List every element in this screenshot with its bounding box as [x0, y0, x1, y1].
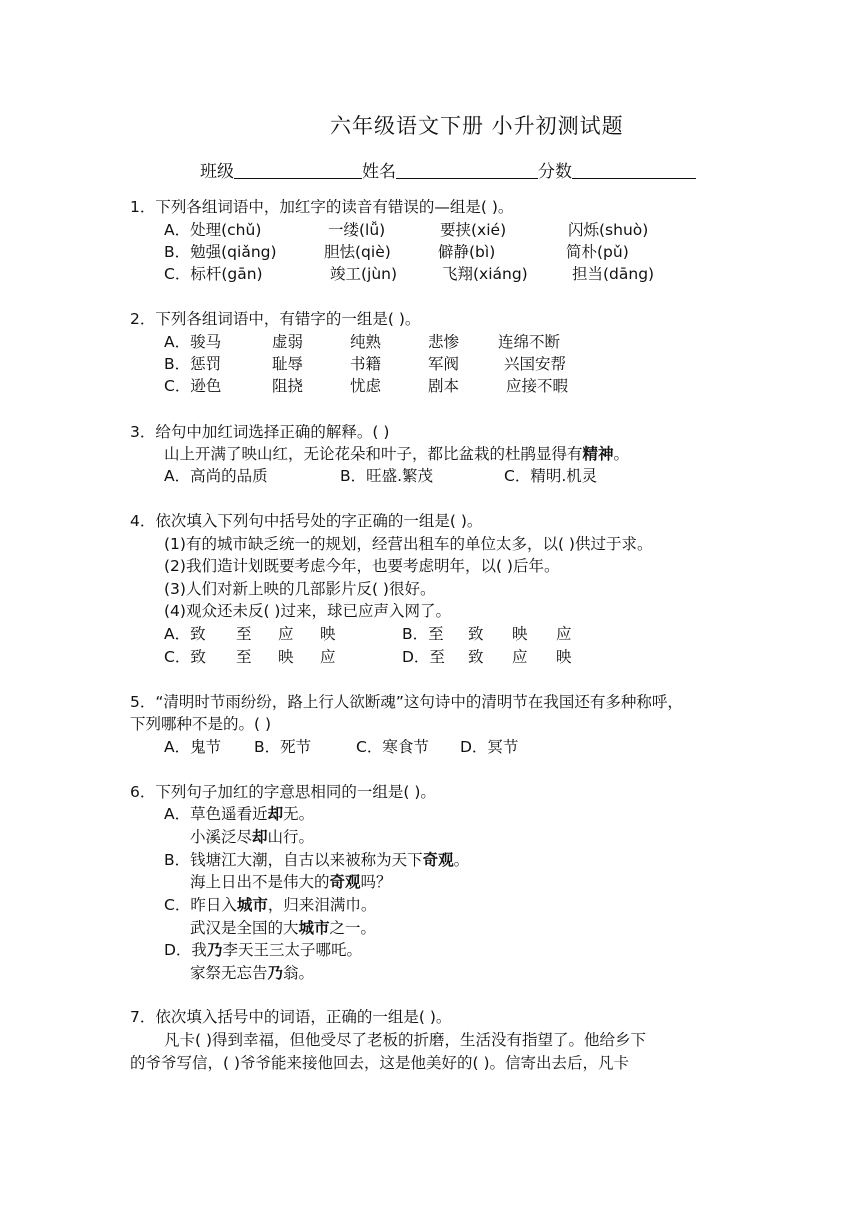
q1-b-2: 胆怯(qiè): [324, 243, 391, 261]
q3-options: [164, 465, 597, 487]
q3-sentence-end: 。: [613, 445, 630, 463]
q4-sentence-2: (2)我们造计划既要考虑今年，也要考虑明年，以( )后年。: [164, 557, 560, 575]
score-label: 分数: [538, 162, 572, 182]
q5-option-c: C．寒食节: [356, 738, 429, 756]
q2-b-4: 军阀: [428, 355, 460, 373]
q1-c-2: 竣工(jùn): [330, 265, 398, 283]
q2-option-b: [164, 353, 566, 375]
q3-option-a: A．高尚的品质: [164, 467, 268, 485]
q2-b-1: B．惩罚: [164, 355, 222, 373]
q4-sentence-4: (4)观众还未反( )过来，球已应声入网了。: [164, 602, 451, 620]
q5-stem-line1: 5．“清明时节雨纷纷，路上行人欲断魂”这句诗中的清明节在我国还有多种称呼，: [130, 693, 683, 711]
q2-c-4: 剧本: [428, 377, 460, 395]
q4-c-1: C．致: [164, 648, 206, 666]
q1-a-4: 闪烁(shuò): [568, 221, 649, 239]
q6-b-line2: 海上日出不是伟大的奇观吗？: [190, 873, 392, 891]
q1-option-b: [164, 241, 629, 263]
score-blank: [572, 160, 696, 179]
q6-d-highlight-2: 乃: [267, 964, 284, 982]
q5-option-a: A．鬼节: [164, 738, 222, 756]
q6-b-highlight-2: 奇观: [329, 873, 361, 891]
q2-a-2: 虚弱: [272, 333, 304, 351]
q2-a-3: 纯熟: [350, 333, 382, 351]
q7-stem: 7．依次填入括号中的词语，正确的一组是( )。: [130, 1008, 452, 1026]
q6-b-highlight-1: 奇观: [422, 851, 454, 869]
class-blank: [234, 160, 362, 179]
q7-passage-line1: 凡卡( )得到幸福，但他受尽了老板的折磨，生活没有指望了。他给乡下: [164, 1031, 647, 1049]
q4-a-3: 应: [278, 625, 294, 643]
q4-c-3: 映: [278, 648, 294, 666]
name-blank: [396, 160, 538, 179]
q1-b-4: 简朴(pǔ): [566, 243, 629, 261]
q2-c-2: 阻挠: [272, 377, 304, 395]
q4-a-2: 至: [236, 625, 252, 643]
student-info-line: [200, 160, 696, 183]
q2-b-3: 书籍: [350, 355, 382, 373]
q4-d-2: 致: [468, 648, 484, 666]
q6-c-line1: C．昨日入城市，归来泪满巾。: [164, 896, 377, 914]
name-label: 姓名: [362, 162, 396, 182]
q2-b-5: 兴国安帮: [504, 355, 567, 373]
q1-c-1: C．标杆(gān): [164, 265, 263, 283]
q2-option-c: [164, 375, 568, 397]
q4-a-1: A．致: [164, 625, 206, 643]
q6-d-line1: D．我乃李天王三太子哪吒。: [164, 941, 362, 959]
q4-b-3: 映: [512, 625, 528, 643]
q6-a-line2: 小溪泛尽却山行。: [190, 828, 315, 846]
q2-stem: 2．下列各组词语中，有错字的一组是( )。: [130, 310, 421, 328]
q3-stem: 3．给句中加红词选择正确的解释。( ): [130, 423, 390, 441]
q6-a-highlight-2: 却: [252, 828, 268, 846]
q1-a-2: 一缕(lǚ): [328, 221, 386, 239]
q5-option-d: D．冥节: [460, 738, 519, 756]
q4-b-1: B．至: [402, 625, 444, 643]
q6-b-line1: B．钱塘江大潮，自古以来被称为天下奇观。: [164, 851, 470, 869]
q1-option-c: [164, 263, 654, 285]
q2-option-a: [164, 331, 560, 353]
q2-a-5: 连绵不断: [498, 333, 561, 351]
q6-d-highlight-1: 乃: [206, 941, 223, 959]
q4-d-3: 应: [512, 648, 528, 666]
q2-c-5: 应接不暇: [506, 377, 569, 395]
q1-a-3: 要挟(xié): [440, 221, 507, 239]
q2-c-1: C．逊色: [164, 377, 222, 395]
q4-sentence-3: (3)人们对新上映的几部影片反( )很好。: [164, 580, 436, 598]
q4-options-cd: [164, 646, 572, 668]
q4-stem: 4．依次填入下列句中括号处的字正确的一组是( )。: [130, 512, 483, 530]
q2-a-4: 悲惨: [428, 333, 460, 351]
q1-a-1: A．处理(chǔ): [164, 221, 262, 239]
q5-stem-line2: 下列哪种不是的。( ): [130, 715, 272, 733]
q4-d-4: 映: [556, 648, 572, 666]
q4-a-4: 映: [320, 625, 336, 643]
q3-sentence-text: 山上开满了映山红，无论花朵和叶子，都比盆栽的杜鹃显得有: [164, 445, 583, 463]
q4-c-4: 应: [320, 648, 336, 666]
q1-option-a: [164, 219, 648, 241]
q4-c-2: 至: [236, 648, 252, 666]
q3-sentence: [164, 443, 629, 465]
q4-b-4: 应: [556, 625, 572, 643]
q4-d-1: D．至: [402, 648, 445, 666]
q5-options: [164, 736, 518, 758]
q1-stem: 1．下列各组词语中，加红字的读音有错误的—组是( )。: [130, 198, 514, 216]
class-label: 班级: [200, 162, 234, 182]
q1-b-3: 僻静(bì): [438, 243, 496, 261]
q3-highlighted-word: 精神: [582, 445, 614, 463]
q2-b-2: 耻辱: [272, 355, 304, 373]
q1-c-4: 担当(dāng): [572, 265, 655, 283]
q2-a-1: A．骏马: [164, 333, 222, 351]
q1-b-1: B．勉强(qiǎng): [164, 243, 277, 261]
q4-sentence-1: (1)有的城市缺乏统一的规划，经营出租车的单位太多，以( )供过于求。: [164, 535, 653, 553]
q1-c-3: 飞翔(xiáng): [442, 265, 528, 283]
q6-d-line2: 家祭无忘告乃翁。: [190, 964, 315, 982]
page-title: 六年级语文下册 小升初测试题: [330, 114, 624, 138]
q6-c-line2: 武汉是全国的大城市之一。: [190, 919, 377, 937]
q6-a-highlight-1: 却: [267, 805, 284, 823]
q7-passage-line2: 的爷爷写信，( )爷爷能来接他回去，这是他美好的( )。信寄出去后，凡卡: [130, 1054, 630, 1072]
q3-option-b: B．旺盛.繁茂: [340, 467, 434, 485]
q3-option-c: C．精明.机灵: [504, 467, 598, 485]
q4-options-ab: [164, 623, 572, 645]
q2-c-3: 忧虑: [350, 377, 382, 395]
q6-c-highlight-1: 城市: [236, 896, 268, 914]
q6-c-highlight-2: 城市: [298, 919, 330, 937]
q4-b-2: 致: [468, 625, 484, 643]
q6-stem: 6．下列句子加红的字意思相同的一组是( )。: [130, 783, 436, 801]
q6-a-line1: A．草色遥看近却无。: [164, 805, 315, 823]
q5-option-b: B．死节: [254, 738, 312, 756]
